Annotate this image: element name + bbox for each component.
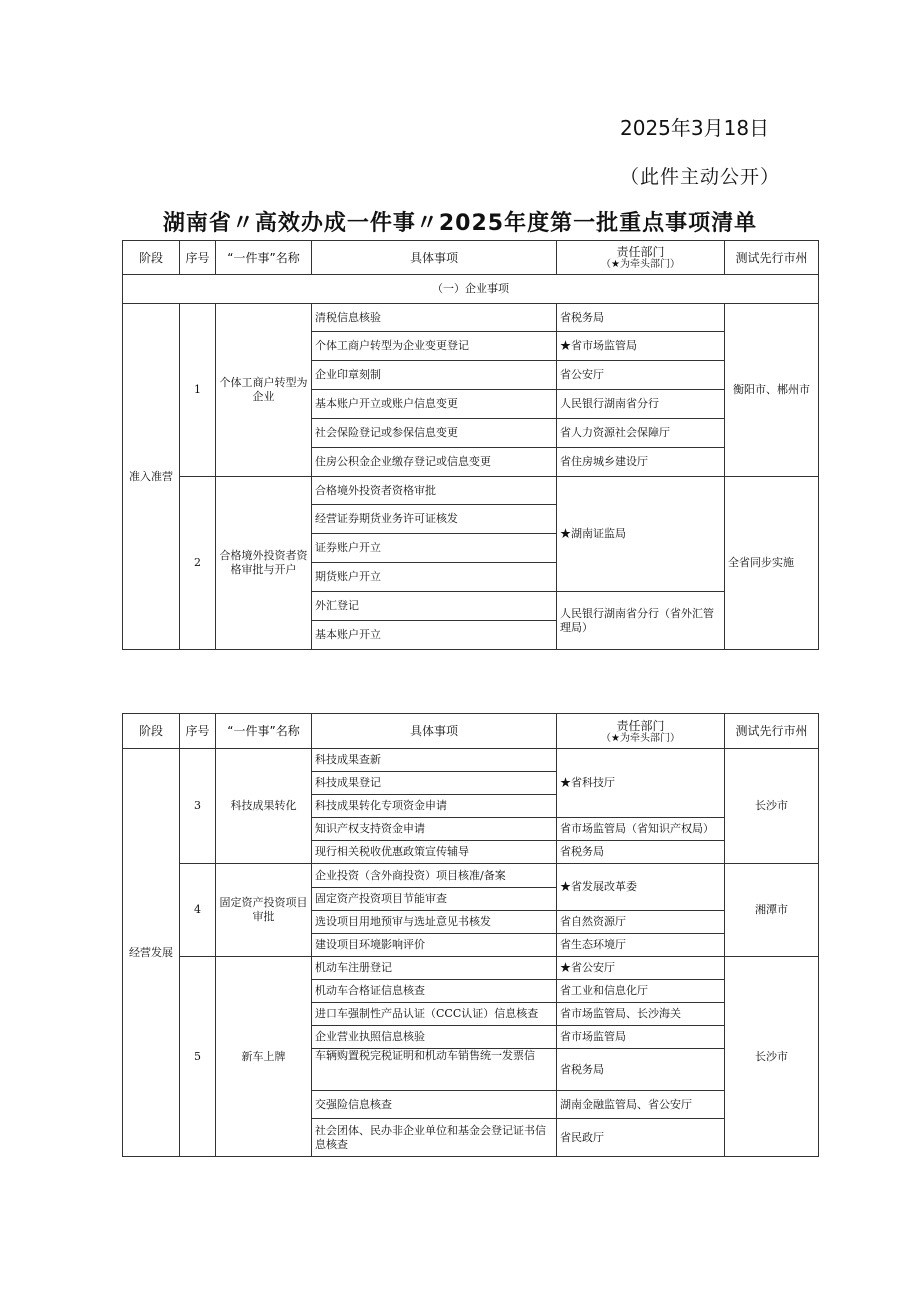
city-cell: 湘潭市 — [725, 864, 819, 957]
dept-cell: 省税务局 — [557, 841, 725, 864]
header-items: 具体事项 — [312, 714, 557, 749]
item-cell: 基本账户开立或账户信息变更 — [312, 390, 557, 419]
header-seq: 序号 — [180, 714, 216, 749]
table-row — [123, 749, 819, 772]
matter-name-cell: 固定资产投资项目审批 — [216, 864, 312, 957]
table-row — [123, 304, 819, 332]
header-dept-note: （★为牵头部门） — [601, 732, 680, 744]
header-dept — [557, 714, 725, 749]
matter-name-cell: 科技成果转化 — [216, 749, 312, 864]
matter-name-cell: 合格境外投资者资格审批与开户 — [216, 477, 312, 650]
item-cell: 选设项目用地预审与选址意见书核发 — [312, 911, 557, 934]
stage-cell: 准入准营 — [123, 304, 180, 650]
city-cell: 长沙市 — [725, 749, 819, 864]
item-cell: 机动车合格证信息核查 — [312, 980, 557, 1003]
header-dept-label: 责任部门 — [616, 718, 665, 733]
section-title: （一）企业事项 — [123, 275, 819, 304]
item-cell: 机动车注册登记 — [312, 957, 557, 980]
item-cell: 科技成果转化专项资金申请 — [312, 795, 557, 818]
dept-cell: 省工业和信息化厅 — [557, 980, 725, 1003]
header-stage: 阶段 — [123, 241, 180, 275]
dept-cell: 湖南金融监管局、省公安厅 — [557, 1091, 725, 1119]
dept-cell: 省自然资源厅 — [557, 911, 725, 934]
header-name: “一件事”名称 — [216, 241, 312, 275]
item-cell: 社会保险登记或参保信息变更 — [312, 419, 557, 448]
item-cell: 社会团体、民办非企业单位和基金会登记证书信息核查 — [312, 1119, 557, 1157]
item-cell: 车辆购置税完税证明和机动车销售统一发票信 — [312, 1049, 557, 1091]
item-cell: 知识产权支持资金申请 — [312, 818, 557, 841]
matter-name-cell: 新车上牌 — [216, 957, 312, 1157]
matters-table-2 — [122, 713, 819, 1157]
matters-table-1 — [122, 240, 819, 650]
header-dept-label: 责任部门 — [616, 245, 665, 259]
dept-cell: ★省科技厅 — [557, 749, 725, 818]
header-stage: 阶段 — [123, 714, 180, 749]
item-cell: 现行相关税收优惠政策宣传辅导 — [312, 841, 557, 864]
dept-cell: 省公安厅 — [557, 361, 725, 390]
city-cell: 全省同步实施 — [725, 477, 819, 650]
item-cell: 基本账户开立 — [312, 621, 557, 650]
dept-cell: 省市场监管局 — [557, 1026, 725, 1049]
item-cell: 固定资产投资项目节能审查 — [312, 888, 557, 911]
header-seq: 序号 — [180, 241, 216, 275]
dept-cell: 省市场监管局（省知识产权局） — [557, 818, 725, 841]
dept-cell: ★湖南证监局 — [557, 477, 725, 592]
dept-cell: ★省发展改革委 — [557, 864, 725, 911]
header-city: 测试先行市州 — [725, 241, 819, 275]
dept-cell: 省税务局 — [557, 1049, 725, 1091]
public-notice: （此件主动公开） — [620, 166, 781, 188]
item-cell: 企业营业执照信息核验 — [312, 1026, 557, 1049]
item-cell: 进口车强制性产品认证（CCC认证）信息核查 — [312, 1003, 557, 1026]
table-header-row — [123, 714, 819, 749]
seq-cell: 1 — [180, 304, 216, 477]
item-cell: 企业印章刻制 — [312, 361, 557, 390]
item-cell: 企业投资（含外商投资）项目核准/备案 — [312, 864, 557, 888]
item-cell: 合格境外投资者资格审批 — [312, 477, 557, 505]
table-row — [123, 957, 819, 980]
document-date: 2025年3月18日 — [620, 116, 770, 140]
item-cell: 科技成果登记 — [312, 772, 557, 795]
dept-cell: 省人力资源社会保障厅 — [557, 419, 725, 448]
header-dept-note: （★为牵头部门） — [601, 259, 680, 270]
header-name: “一件事”名称 — [216, 714, 312, 749]
header-dept — [557, 241, 725, 275]
item-cell: 科技成果查新 — [312, 749, 557, 772]
section-row — [123, 275, 819, 304]
dept-cell: 省住房城乡建设厅 — [557, 448, 725, 477]
item-cell: 经营证券期货业务许可证核发 — [312, 505, 557, 534]
city-cell: 长沙市 — [725, 957, 819, 1157]
item-cell: 个体工商户转型为企业变更登记 — [312, 332, 557, 361]
item-cell: 证券账户开立 — [312, 534, 557, 563]
seq-cell: 2 — [180, 477, 216, 650]
dept-cell: 人民银行湖南省分行（省外汇管理局） — [557, 592, 725, 650]
table-header-row — [123, 241, 819, 275]
item-cell: 清税信息核验 — [312, 304, 557, 332]
seq-cell: 3 — [180, 749, 216, 864]
document-title: 湖南省〃高效办成一件事〃2025年度第一批重点事项清单 — [162, 211, 758, 236]
item-cell: 建设项目环境影响评价 — [312, 934, 557, 957]
seq-cell: 4 — [180, 864, 216, 957]
dept-cell: ★省市场监管局 — [557, 332, 725, 361]
matter-name-cell: 个体工商户转型为企业 — [216, 304, 312, 477]
table-row — [123, 477, 819, 505]
dept-cell: 省市场监管局、长沙海关 — [557, 1003, 725, 1026]
header-city: 测试先行市州 — [725, 714, 819, 749]
item-cell: 期货账户开立 — [312, 563, 557, 592]
stage-cell: 经营发展 — [123, 749, 180, 1157]
dept-cell: 人民银行湖南省分行 — [557, 390, 725, 419]
seq-cell: 5 — [180, 957, 216, 1157]
item-cell: 住房公积金企业缴存登记或信息变更 — [312, 448, 557, 477]
item-cell: 交强险信息核查 — [312, 1091, 557, 1119]
item-cell: 外汇登记 — [312, 592, 557, 621]
dept-cell: 省民政厅 — [557, 1119, 725, 1157]
dept-cell: 省生态环境厅 — [557, 934, 725, 957]
dept-cell: ★省公安厅 — [557, 957, 725, 980]
city-cell: 衡阳市、郴州市 — [725, 304, 819, 477]
dept-cell: 省税务局 — [557, 304, 725, 332]
table-row — [123, 864, 819, 888]
header-items: 具体事项 — [312, 241, 557, 275]
